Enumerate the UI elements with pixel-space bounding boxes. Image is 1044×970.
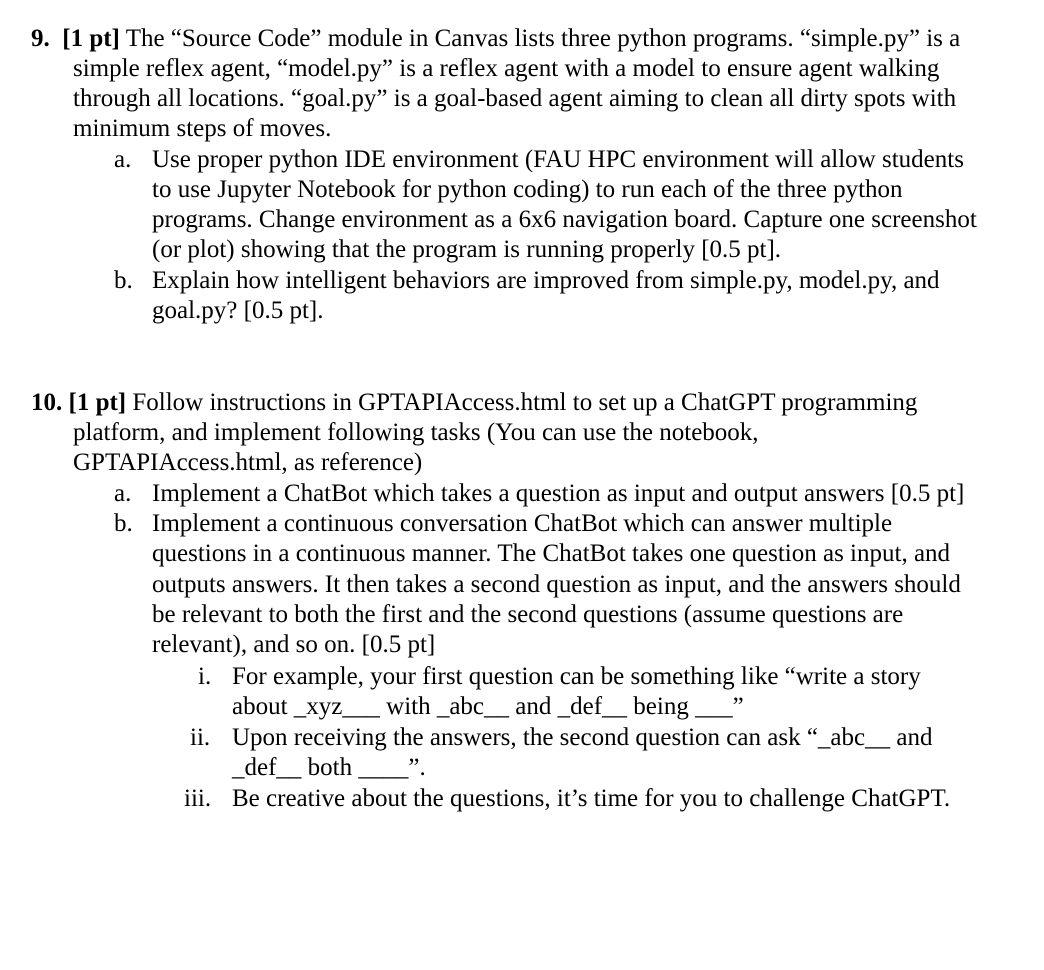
question-number: 9.	[31, 25, 50, 52]
part-line: questions in a continuous manner. The ChatBot takes one question as input, and	[152, 540, 951, 567]
part-line: (or plot) showing that the program is running properly [0.5 pt].	[152, 236, 782, 263]
question-intro-line: simple reflex agent, “model.py” is a reflex agent with a model to ensure agent walking	[73, 55, 940, 82]
part-line: to use Jupyter Notebook for python coding) to run each of the three python	[152, 176, 903, 203]
part-line: Implement a ChatBot which takes a question as input and output answers [0.5 pt]	[152, 480, 965, 507]
part-marker: b.	[114, 267, 133, 294]
question-intro-line: through all locations. “goal.py” is a goal-based agent aiming to clean all dirty spots with	[73, 85, 957, 112]
part-line: Use proper python IDE environment (FAU HPC environment will allow students	[152, 146, 964, 173]
question-intro-line: minimum steps of moves.	[73, 115, 332, 142]
subpart-marker: ii.	[190, 724, 211, 751]
part-line: be relevant to both the first and the second questions (assume questions are	[152, 601, 904, 628]
question-intro-text: Follow instructions in GPTAPIAccess.html to set up a ChatGPT programming	[126, 389, 918, 416]
subpart-line: For example, your first question can be something like “write a story	[232, 663, 921, 690]
part-line: outputs answers. It then takes a second question as input, and the answers should	[152, 571, 961, 598]
question-points: [1 pt]	[62, 25, 120, 52]
subpart-marker: iii.	[184, 785, 212, 812]
subpart-line: Be creative about the questions, it’s time for you to challenge ChatGPT.	[232, 785, 951, 812]
subpart-line: _def__ both ____”.	[232, 754, 426, 781]
part-marker: a.	[114, 146, 132, 173]
part-marker: b.	[114, 510, 133, 537]
question-intro-line: GPTAPIAccess.html, as reference)	[73, 449, 423, 476]
question-number: 10.	[31, 389, 63, 416]
question-points: [1 pt]	[68, 389, 127, 416]
subpart-line: Upon receiving the answers, the second question can ask “_abc__ and	[232, 724, 933, 751]
question-10-line-1	[31, 388, 917, 419]
question-intro-line: platform, and implement following tasks (You can use the notebook,	[73, 419, 759, 446]
part-line: Explain how intelligent behaviors are improved from simple.py, model.py, and	[152, 267, 940, 294]
question-9-line-1	[31, 24, 960, 55]
part-line: programs. Change environment as a 6x6 navigation board. Capture one screenshot	[152, 206, 977, 233]
subpart-marker: i.	[198, 663, 212, 690]
part-line: goal.py? [0.5 pt].	[152, 297, 324, 324]
part-line: relevant), and so on. [0.5 pt]	[152, 631, 436, 658]
part-marker: a.	[114, 480, 132, 507]
part-line: Implement a continuous conversation ChatBot which can answer multiple	[152, 510, 893, 537]
question-intro-text: The “Source Code” module in Canvas lists three python programs. “simple.py” is a	[119, 25, 961, 52]
subpart-line: about _xyz___ with _abc__ and _def__ being ___”	[232, 693, 744, 720]
